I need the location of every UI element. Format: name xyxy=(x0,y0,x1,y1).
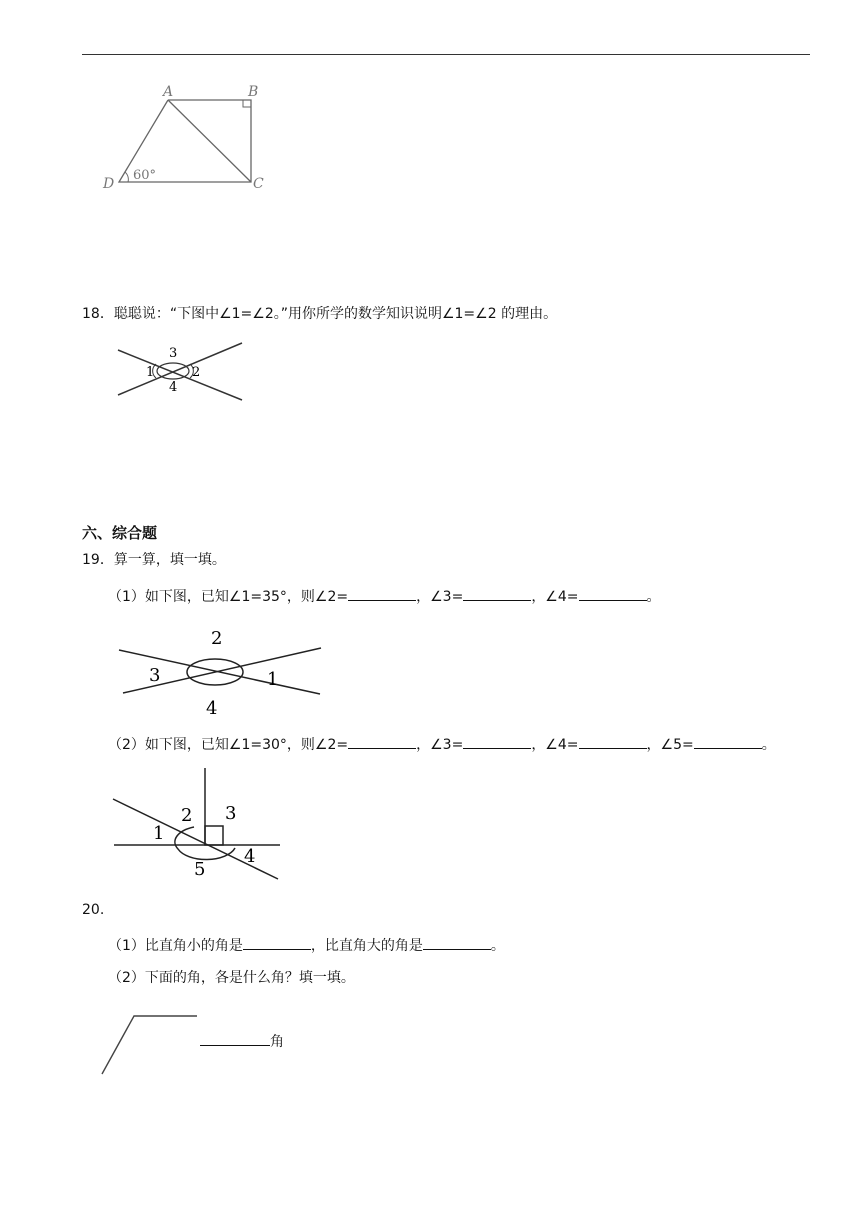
answer-blank-angle-type[interactable] xyxy=(200,1030,270,1046)
angle-label-1: 1 xyxy=(146,365,155,380)
part-middle: ，比直角大的角是 xyxy=(310,938,423,954)
question-number: 19． xyxy=(82,552,114,568)
part-sep: ，∠5= xyxy=(646,737,694,753)
angle-label-5: 5 xyxy=(194,859,206,880)
part-sep: ，∠3= xyxy=(416,737,464,753)
question-20-part-1 xyxy=(108,934,505,956)
answer-blank-angle-4[interactable] xyxy=(579,585,647,601)
part-end: 。 xyxy=(646,589,661,605)
answer-blank-angle-2[interactable] xyxy=(348,585,416,601)
question-number: 18． xyxy=(82,306,114,322)
part-sep: ，∠4= xyxy=(531,589,579,605)
answer-blank-angle-5[interactable] xyxy=(694,733,762,749)
angle-label-3: 3 xyxy=(169,346,178,361)
answer-blank-obtuse[interactable] xyxy=(423,934,491,950)
trapezoid-figure xyxy=(95,80,295,200)
angle-label-2: 2 xyxy=(181,805,193,826)
angle-label-4: 4 xyxy=(244,846,256,867)
angle-label-4: 4 xyxy=(206,698,218,719)
angle-label-60: 60° xyxy=(133,168,157,183)
angle-label-4: 4 xyxy=(169,380,178,395)
question-18 xyxy=(82,304,557,324)
label-A: A xyxy=(163,84,174,100)
obtuse-angle-figure xyxy=(98,1010,208,1080)
label-D: D xyxy=(103,176,115,192)
angle-label-2: 2 xyxy=(192,365,201,380)
header-rule xyxy=(82,54,810,55)
question-19-part-1 xyxy=(108,585,661,607)
question-text: 聪聪说：“下图中∠1=∠2。”用你所学的数学知识说明∠1=∠2 的理由。 xyxy=(113,306,558,322)
part-prefix: （2）如下图，已知∠1=30°，则∠2= xyxy=(108,737,349,753)
intersecting-lines-figure xyxy=(112,340,252,410)
answer-suffix: 角 xyxy=(270,1034,284,1050)
label-B: B xyxy=(248,84,259,100)
angle-answer-row xyxy=(200,1030,284,1052)
answer-blank-angle-4[interactable] xyxy=(579,733,647,749)
part-text: （2）下面的角，各是什么角？填一填。 xyxy=(108,970,355,986)
part-end: 。 xyxy=(761,737,776,753)
question-number: 20. xyxy=(82,902,105,918)
angle-label-1: 1 xyxy=(153,823,165,844)
part-end: 。 xyxy=(490,938,505,954)
label-C: C xyxy=(253,176,264,192)
question-text: 算一算，填一填。 xyxy=(113,552,226,568)
section-title: 六、综合题 xyxy=(82,524,158,542)
angle-label-2: 2 xyxy=(211,628,223,649)
crossing-lines-figure xyxy=(115,625,335,719)
angle-label-1: 1 xyxy=(267,669,279,690)
question-19-part-2 xyxy=(108,733,776,755)
answer-blank-angle-2[interactable] xyxy=(348,733,416,749)
question-20 xyxy=(82,900,104,920)
part-prefix: （1）比直角小的角是 xyxy=(108,938,243,954)
answer-blank-angle-3[interactable] xyxy=(463,733,531,749)
perpendicular-lines-figure xyxy=(110,765,300,885)
question-20-part-2 xyxy=(108,968,355,988)
angle-label-3: 3 xyxy=(149,665,161,686)
angle-label-3: 3 xyxy=(225,803,237,824)
answer-blank-angle-3[interactable] xyxy=(463,585,531,601)
part-sep: ，∠3= xyxy=(416,589,464,605)
part-sep: ，∠4= xyxy=(531,737,579,753)
answer-blank-acute[interactable] xyxy=(243,934,311,950)
part-prefix: （1）如下图，已知∠1=35°，则∠2= xyxy=(108,589,349,605)
question-19 xyxy=(82,550,226,570)
